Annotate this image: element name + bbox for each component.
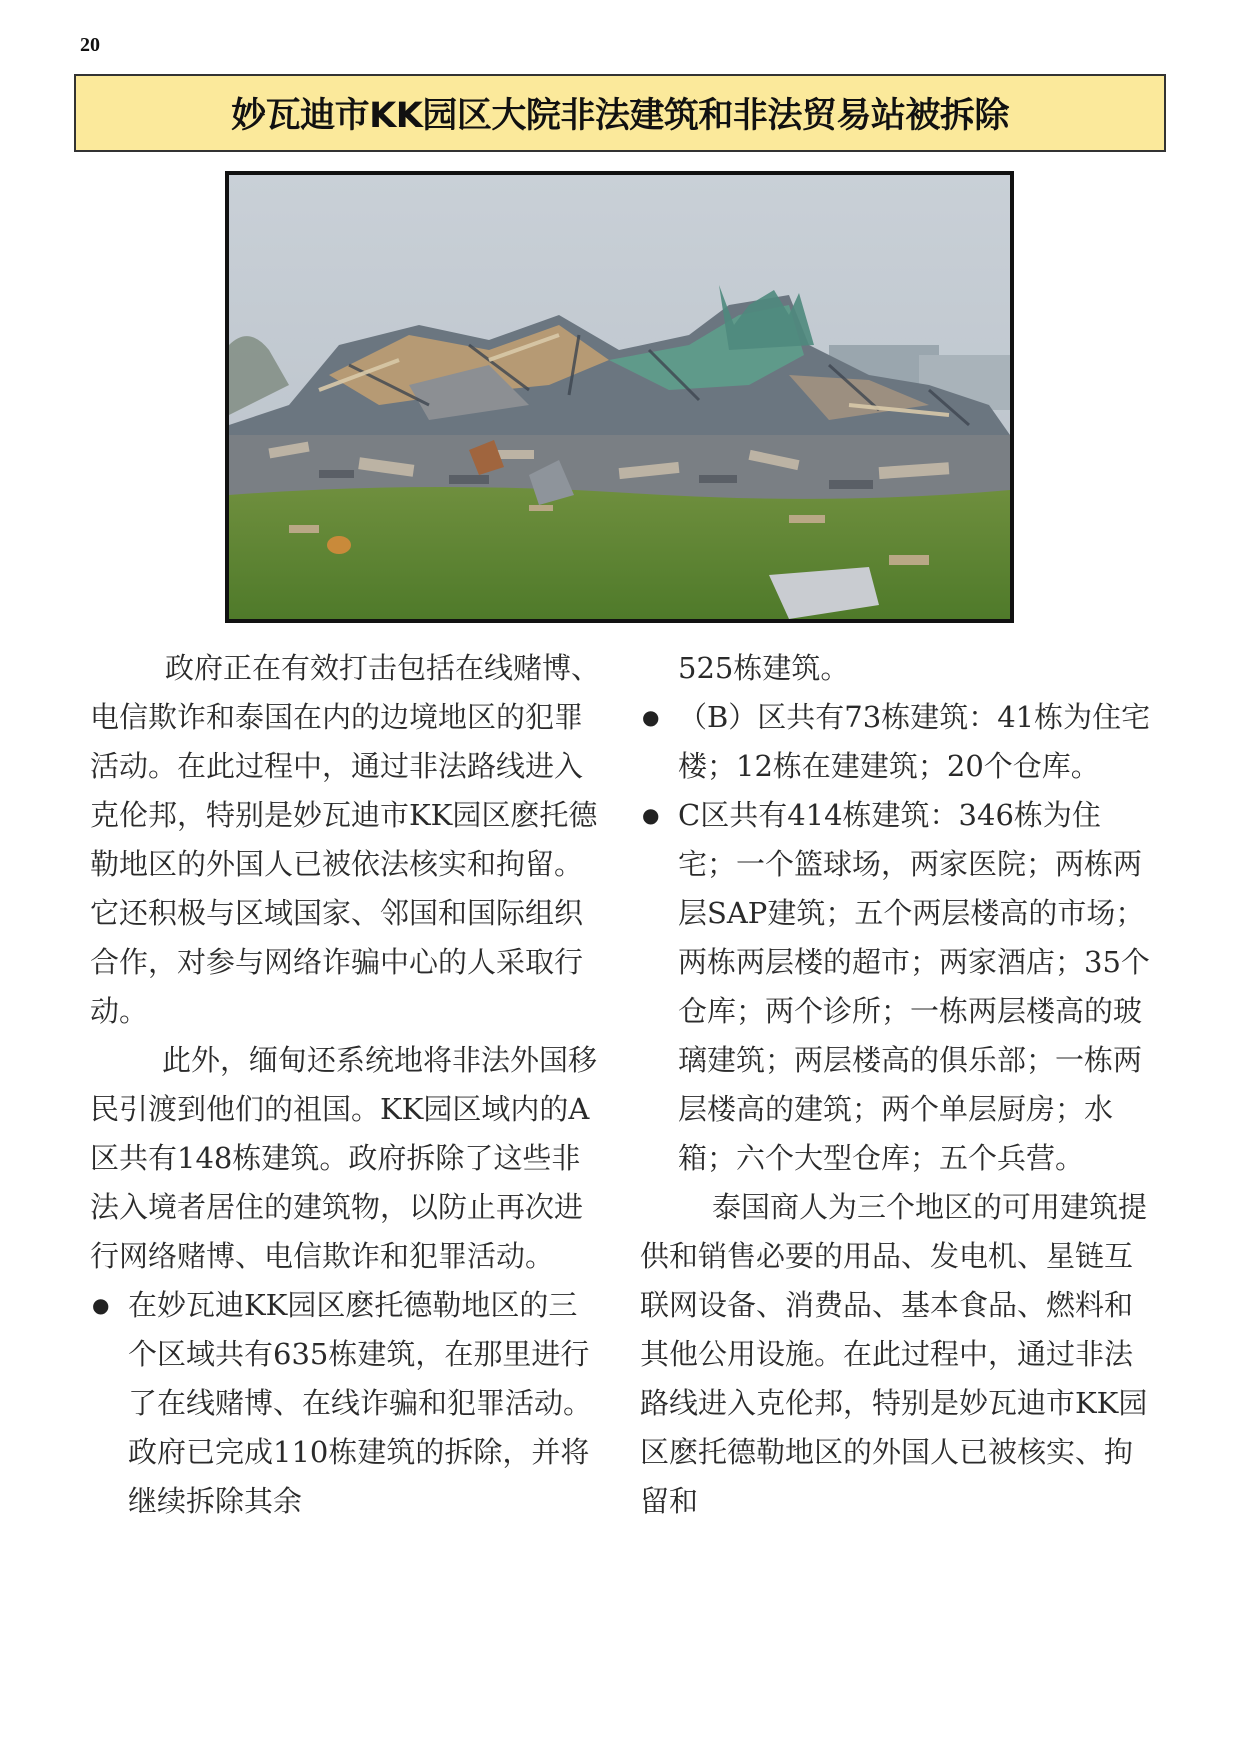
title-box bbox=[74, 74, 1166, 152]
bullet-icon: ● bbox=[642, 705, 660, 729]
bullet-icon: ● bbox=[642, 803, 660, 827]
page-title: 妙瓦迪市KK园区大院非法建筑和非法贸易站被拆除 bbox=[231, 96, 1009, 136]
bullet-text: 在妙瓦迪KK园区麽托德勒地区的三个区域共有635栋建筑，在那里进行了在线赌博、在线诈骗和犯罪活动。政府已完成110栋建筑的拆除，并将继续拆除其余 bbox=[128, 1288, 593, 1518]
demolition-rubble-illustration bbox=[229, 175, 1010, 619]
list-item bbox=[640, 693, 1155, 791]
paragraph-2: 此外，缅甸还系统地将非法外国移民引渡到他们的祖国。KK园区域内的A区共有148栋建筑。政府拆除了这些非法入境者居住的建筑物，以防止再次进行网络赌博、电信欺诈和犯罪活动。 bbox=[90, 1043, 598, 1273]
bullet-continuation: 525栋建筑。 bbox=[678, 651, 850, 685]
paragraph-1: 政府正在有效打击包括在线赌博、电信欺诈和泰国在内的边境地区的犯罪活动。在此过程中，通过非法路线进入克伦邦，特别是妙瓦迪市KK园区麽托德勒地区的外国人已被依法核实和拘留。它还积极与区域国家、邻国和国际组织合作，对参与网络诈骗中心的人采取行动。 bbox=[90, 651, 601, 1028]
bullet-icon: ● bbox=[92, 1293, 110, 1317]
page-number: 20 bbox=[80, 34, 100, 56]
right-column bbox=[640, 644, 1155, 1526]
paragraph-3: 泰国商人为三个地区的可用建筑提供和销售必要的用品、发电机、星链互联网设备、消费品、基本食品、燃料和其他公用设施。在此过程中，通过非法路线进入克伦邦，特别是妙瓦迪市KK园区麽托德勒地区的外国人已被核实、拘留和 bbox=[640, 1190, 1148, 1518]
list-item bbox=[90, 1281, 600, 1526]
bullet-text: C区共有414栋建筑：346栋为住宅；一个篮球场，两家医院；两栋两层SAP建筑；五个两层楼高的市场；两栋两层楼的超市；两家酒店；35个仓库；两个诊所；一栋两层楼高的玻璃建筑；两层楼高的俱乐部；一栋两层楼高的建筑；两个单层厨房；水箱；六个大型仓库；五个兵营。 bbox=[678, 798, 1150, 1175]
demolition-photo bbox=[225, 171, 1014, 623]
left-column bbox=[90, 644, 600, 1526]
bullet-text: （B）区共有73栋建筑：41栋为住宅楼；12栋在建建筑；20个仓库。 bbox=[678, 700, 1151, 783]
list-item bbox=[640, 791, 1155, 1183]
bullet-list-left bbox=[90, 1281, 600, 1526]
bullet-list-right bbox=[640, 693, 1155, 1183]
